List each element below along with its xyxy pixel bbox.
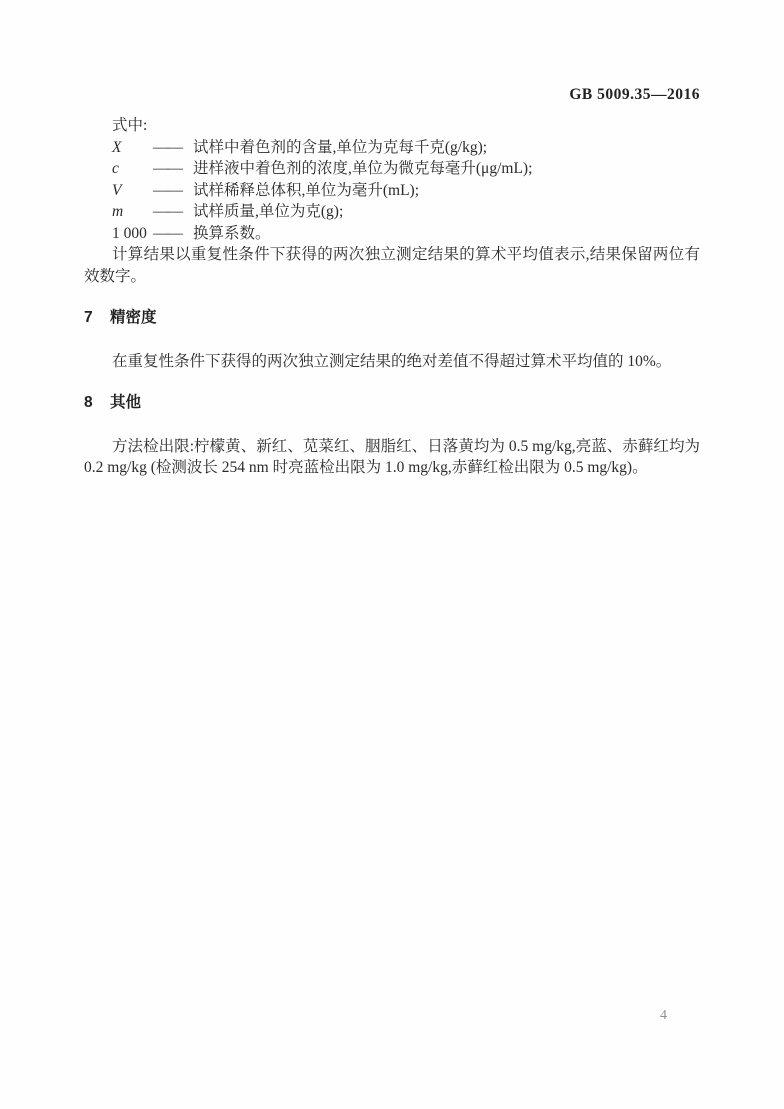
- section-title: 其他: [110, 394, 142, 411]
- page-number: 4: [660, 1008, 667, 1023]
- legend-dash: ——: [153, 138, 182, 156]
- calculation-result-note: 计算结果以重复性条件下获得的两次独立测定结果的算术平均值表示,结果保留两位有效数字。: [84, 246, 700, 285]
- legend-symbol: m: [112, 203, 124, 220]
- section-title: 精密度: [110, 309, 157, 326]
- legend-description: 换算系数。: [193, 224, 271, 242]
- legend-row-m: [84, 201, 700, 223]
- legend-dash: ——: [153, 160, 182, 177]
- section-heading-others: [84, 392, 700, 414]
- section-heading-precision: [84, 307, 700, 329]
- legend-description: 试样质量,单位为克(g);: [193, 203, 344, 220]
- legend-symbol: c: [112, 160, 119, 177]
- legend-row-v: [84, 180, 700, 202]
- legend-description: 进样液中着色剂的浓度,单位为微克每毫升(μg/mL);: [193, 160, 533, 177]
- formula-legend-intro: 式中:: [112, 117, 148, 134]
- page-content: [84, 115, 700, 479]
- legend-row-1000: [84, 223, 700, 245]
- legend-symbol: V: [112, 181, 122, 199]
- legend-dash: ——: [153, 203, 182, 220]
- section-body-precision: 在重复性条件下获得的两次独立测定结果的绝对差值不得超过算术平均值的 10%。: [112, 352, 672, 370]
- section-number: 8: [84, 394, 93, 411]
- legend-description: 试样稀释总体积,单位为毫升(mL);: [193, 181, 420, 199]
- legend-row-x: [84, 137, 700, 159]
- legend-dash: ——: [153, 181, 182, 199]
- legend-description: 试样中着色剂的含量,单位为克每千克(g/kg);: [193, 138, 488, 156]
- legend-row-c: [84, 158, 700, 180]
- section-body-others: 方法检出限:柠檬黄、新红、苋菜红、胭脂红、日落黄均为 0.5 mg/kg,亮蓝、赤藓红均为0.2 mg/kg (检测波长 254 nm 时亮蓝检出限为 1.0 mg/kg,赤藓红检出限为 0.5 mg/kg)。: [84, 437, 700, 476]
- legend-dash: ——: [153, 224, 182, 242]
- section-number: 7: [84, 309, 93, 326]
- legend-symbol: X: [112, 138, 122, 156]
- standard-code-header: GB 5009.35—2016: [569, 86, 700, 103]
- legend-symbol: 1 000: [112, 224, 147, 242]
